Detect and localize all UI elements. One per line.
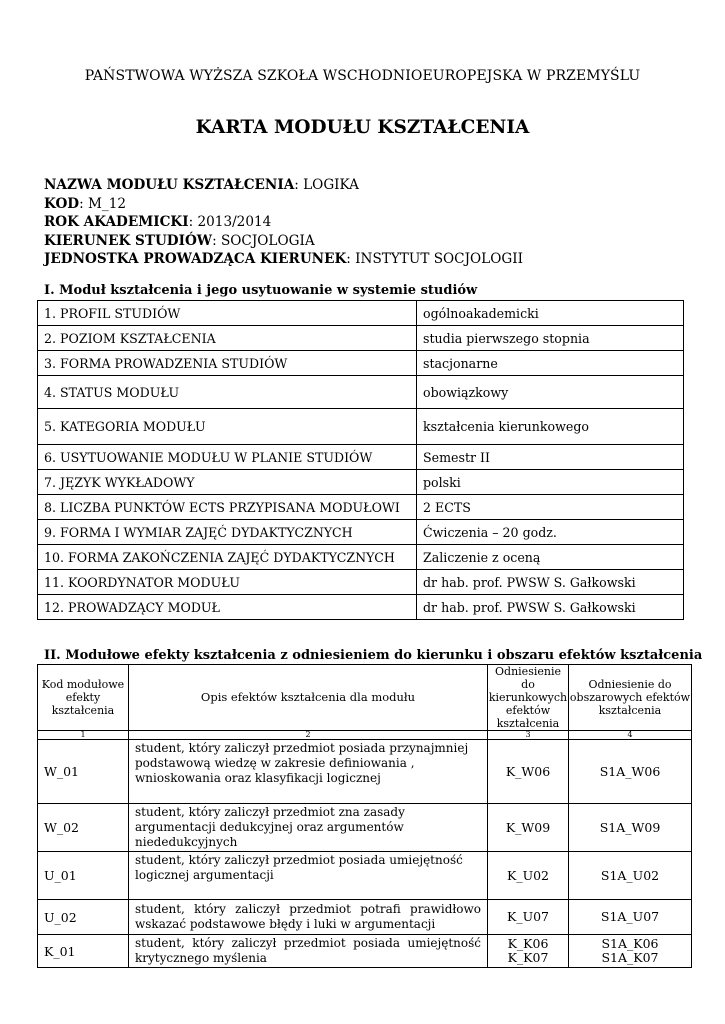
column-number: 1 bbox=[38, 731, 129, 740]
row-value: obowiązkowy bbox=[417, 376, 684, 409]
column-header-area-reference: Odniesienie do obszarowych efektów kształcenia bbox=[569, 665, 692, 731]
area-reference: S1A_U07 bbox=[569, 900, 692, 935]
area-reference: S1A_K06 S1A_K07 bbox=[569, 935, 692, 968]
table-row bbox=[38, 935, 692, 968]
outcome-code: U_01 bbox=[38, 852, 129, 900]
area-reference: S1A_W06 bbox=[569, 740, 692, 804]
row-label: 3. FORMA PROWADZENIA STUDIÓW bbox=[38, 351, 417, 376]
meta-label: JEDNOSTKA PROWADZĄCA KIERUNEK bbox=[44, 251, 347, 267]
row-value: kształcenia kierunkowego bbox=[417, 409, 684, 445]
outcome-description: student, który zaliczył przedmiot zna zasady argumentacji dedukcyjnej oraz argumentów niededukcyjnych bbox=[129, 804, 488, 852]
document-title: KARTA MODUŁU KSZTAŁCENIA bbox=[195, 117, 530, 138]
section-1-heading: I. Moduł kształcenia i jego usytuowanie w systemie studiów bbox=[44, 283, 478, 298]
table-row bbox=[38, 470, 684, 495]
field-reference: K_W06 bbox=[488, 740, 569, 804]
university-name: PAŃSTWOWA WYŻSZA SZKOŁA WSCHODNIOEUROPEJSKA W PRZEMYŚLU bbox=[84, 68, 641, 84]
row-value: dr hab. prof. PWSW S. Gałkowski bbox=[417, 595, 684, 620]
meta-module-name bbox=[44, 176, 523, 195]
area-reference: S1A_U02 bbox=[569, 852, 692, 900]
row-label: 6. USYTUOWANIE MODUŁU W PLANIE STUDIÓW bbox=[38, 445, 417, 470]
column-header-description: Opis efektów kształcenia dla modułu bbox=[129, 665, 488, 731]
outcome-description: student, który zaliczył przedmiot posiada umiejętność krytycznego myślenia bbox=[129, 935, 488, 968]
area-reference: S1A_W09 bbox=[569, 804, 692, 852]
column-number: 2 bbox=[129, 731, 488, 740]
row-label: 9. FORMA I WYMIAR ZAJĘĆ DYDAKTYCZNYCH bbox=[38, 520, 417, 545]
row-label: 11. KOORDYNATOR MODUŁU bbox=[38, 570, 417, 595]
row-value: ogólnoakademicki bbox=[417, 301, 684, 326]
table-row bbox=[38, 570, 684, 595]
row-label: 8. LICZBA PUNKTÓW ECTS PRZYPISANA MODUŁOWI bbox=[38, 495, 417, 520]
table-row bbox=[38, 495, 684, 520]
outcome-code: K_01 bbox=[38, 935, 129, 968]
field-reference: K_U02 bbox=[488, 852, 569, 900]
row-value: studia pierwszego stopnia bbox=[417, 326, 684, 351]
row-value: Zaliczenie z oceną bbox=[417, 545, 684, 570]
table-row bbox=[38, 520, 684, 545]
meta-code bbox=[44, 195, 523, 214]
meta-label: KOD bbox=[44, 195, 80, 212]
module-info-table bbox=[37, 300, 684, 620]
row-value: 2 ECTS bbox=[417, 495, 684, 520]
meta-value: : 2013/2014 bbox=[188, 214, 272, 230]
outcome-code: U_02 bbox=[38, 900, 129, 935]
meta-label: KIERUNEK STUDIÓW bbox=[44, 232, 213, 249]
row-value: dr hab. prof. PWSW S. Gałkowski bbox=[417, 570, 684, 595]
table-row bbox=[38, 804, 692, 852]
meta-label: ROK AKADEMICKI bbox=[44, 214, 189, 230]
row-label: 1. PROFIL STUDIÓW bbox=[38, 301, 417, 326]
meta-value: : SOCJOLOGIA bbox=[212, 232, 315, 249]
table-row bbox=[38, 545, 684, 570]
field-reference: K_W09 bbox=[488, 804, 569, 852]
outcome-code: W_01 bbox=[38, 740, 129, 804]
module-metadata bbox=[44, 176, 523, 269]
outcome-code: W_02 bbox=[38, 804, 129, 852]
meta-field-of-study bbox=[44, 232, 523, 251]
row-value: polski bbox=[417, 470, 684, 495]
table-row bbox=[38, 301, 684, 326]
learning-outcomes-table bbox=[37, 664, 692, 968]
table-row bbox=[38, 409, 684, 445]
table-row bbox=[38, 900, 692, 935]
table-row bbox=[38, 595, 684, 620]
row-value: Ćwiczenia – 20 godz. bbox=[417, 520, 684, 545]
meta-value: : M_12 bbox=[79, 195, 127, 212]
meta-value: : INSTYTUT SOCJOLOGII bbox=[346, 251, 523, 267]
table-row bbox=[38, 852, 692, 900]
table-row bbox=[38, 376, 684, 409]
meta-academic-year bbox=[44, 213, 523, 232]
row-value: Semestr II bbox=[417, 445, 684, 470]
field-reference: K_K06 K_K07 bbox=[488, 935, 569, 968]
field-reference: K_U07 bbox=[488, 900, 569, 935]
meta-value: : LOGIKA bbox=[294, 177, 359, 193]
meta-label: NAZWA MODUŁU KSZTAŁCENIA bbox=[44, 177, 295, 193]
row-value: stacjonarne bbox=[417, 351, 684, 376]
outcome-description: student, który zaliczył przedmiot posiada umiejętność logicznej argumentacji bbox=[129, 852, 488, 900]
row-label: 4. STATUS MODUŁU bbox=[38, 376, 417, 409]
outcome-description: student, który zaliczył przedmiot posiada przynajmniej podstawową wiedzę w zakresie definiowania , wnioskowania oraz klasyfikacji logicznej bbox=[129, 740, 488, 804]
outcome-description: student, który zaliczył przedmiot potrafi prawidłowo wskazać podstawowe błędy i luki w argumentacji bbox=[129, 900, 488, 935]
row-label: 7. JĘZYK WYKŁADOWY bbox=[38, 470, 417, 495]
column-number: 4 bbox=[569, 731, 692, 740]
column-number-row bbox=[38, 731, 692, 740]
row-label: 2. POZIOM KSZTAŁCENIA bbox=[38, 326, 417, 351]
row-label: 5. KATEGORIA MODUŁU bbox=[38, 409, 417, 445]
column-header-field-reference: Odniesienie do kierunkowych efektów kształcenia bbox=[488, 665, 568, 730]
column-header-code: Kod modułowe efekty kształcenia bbox=[38, 665, 129, 731]
table-row bbox=[38, 445, 684, 470]
header-row bbox=[38, 665, 692, 731]
table-row bbox=[38, 326, 684, 351]
row-label: 10. FORMA ZAKOŃCZENIA ZAJĘĆ DYDAKTYCZNYCH bbox=[38, 545, 417, 570]
row-label: 12. PROWADZĄCY MODUŁ bbox=[38, 595, 417, 620]
table-row bbox=[38, 351, 684, 376]
column-number: 3 bbox=[488, 731, 569, 740]
section-2-heading: II. Modułowe efekty kształcenia z odniesieniem do kierunku i obszaru efektów kształcenia bbox=[44, 648, 703, 663]
meta-unit bbox=[44, 250, 523, 269]
table-row bbox=[38, 740, 692, 804]
